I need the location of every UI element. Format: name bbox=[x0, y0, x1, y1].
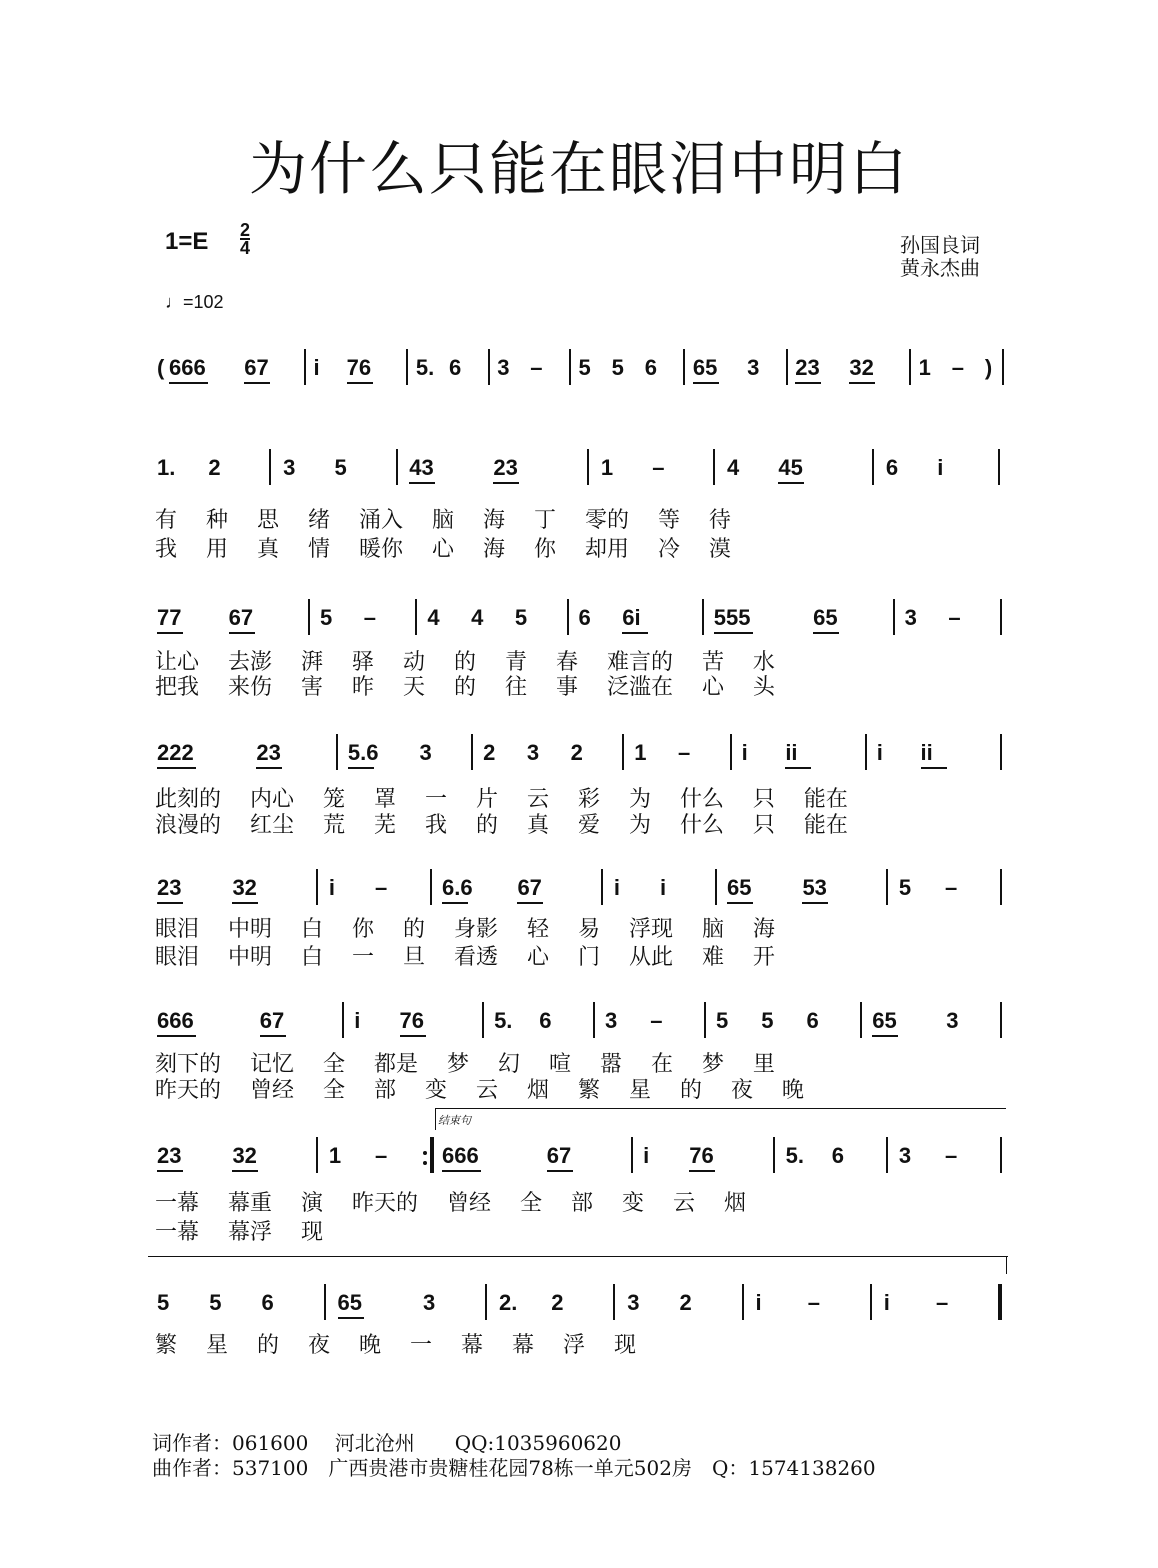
bar-line bbox=[1000, 1137, 1002, 1173]
bar-line bbox=[569, 349, 571, 385]
note-group: 76 bbox=[689, 1143, 714, 1168]
lyrics-verse-2: 一幕 幕浮 现 bbox=[155, 1220, 323, 1245]
note-group: 32 bbox=[232, 875, 257, 900]
note-group: 76 bbox=[399, 1008, 424, 1033]
note-group: 77 bbox=[157, 605, 182, 630]
lyrics-verse-1: 有 种 思 绪 涌入 脑 海 丁 零的 等 待 bbox=[155, 508, 731, 533]
beam-line bbox=[813, 632, 839, 634]
note-group: 3 bbox=[627, 1290, 640, 1315]
notation-row bbox=[0, 1290, 1158, 1330]
note-group: 23 bbox=[493, 455, 518, 480]
bar-line bbox=[336, 734, 338, 770]
lyrics-verse-2: 我 用 真 情 暖你 心 海 你 却用 冷 漠 bbox=[155, 537, 731, 562]
beam-line bbox=[693, 382, 719, 384]
bar-line bbox=[601, 869, 603, 905]
beam-line bbox=[872, 1035, 898, 1037]
note-group: 5 bbox=[611, 355, 624, 380]
note-group: 5. bbox=[494, 1008, 513, 1033]
bar-line bbox=[587, 449, 589, 485]
lyrics-verse-2: 昨天的 曾经 全 部 变 云 烟 繁 星 的 夜 晚 bbox=[155, 1078, 804, 1103]
note-group: – bbox=[807, 1290, 820, 1315]
bar-line bbox=[886, 869, 888, 905]
note-group: 5 bbox=[716, 1008, 729, 1033]
bar-line bbox=[704, 1002, 706, 1038]
bar-line bbox=[613, 1284, 615, 1320]
note-group: 6 bbox=[449, 355, 462, 380]
beam-line bbox=[260, 1035, 286, 1037]
beam-line bbox=[778, 482, 804, 484]
note-group: – bbox=[677, 740, 691, 765]
bar-line bbox=[715, 869, 717, 905]
note-group: 67 bbox=[259, 1008, 285, 1033]
note-group: – bbox=[951, 355, 965, 380]
bar-line bbox=[742, 1284, 744, 1320]
note-group: 76 bbox=[346, 355, 372, 380]
beam-line bbox=[232, 902, 258, 904]
beam-line bbox=[256, 767, 282, 769]
note-group: 32 bbox=[849, 355, 874, 380]
note-group: – bbox=[530, 355, 543, 380]
bar-line bbox=[1000, 869, 1002, 905]
beam-line bbox=[400, 1035, 426, 1037]
beam-line bbox=[232, 1170, 258, 1172]
note-group: 67 bbox=[546, 1143, 572, 1168]
note-group: 5 bbox=[334, 455, 347, 480]
note-group: 3 bbox=[747, 355, 760, 380]
lyricist-credit: 孙国良词 bbox=[900, 233, 980, 257]
note-group: 53 bbox=[802, 875, 827, 900]
note-group: 32 bbox=[232, 1143, 257, 1168]
note-group: 3 bbox=[898, 1143, 912, 1168]
note-group: i bbox=[937, 455, 944, 480]
note-group: i bbox=[883, 1290, 890, 1315]
note-group: i bbox=[659, 875, 667, 900]
bar-line bbox=[1002, 349, 1004, 385]
note-group: 2 bbox=[551, 1290, 564, 1315]
lyrics-verse-1: 繁 星 的 夜 晚 一 幕 幕 浮 现 bbox=[155, 1333, 636, 1358]
footer-lyricist-contact: 词作者：061600 河北沧州 QQ:1035960620 bbox=[152, 1431, 622, 1455]
note-group: 65 bbox=[692, 355, 718, 380]
beam-line bbox=[849, 382, 875, 384]
bar-line bbox=[872, 449, 874, 485]
note-group: 1. bbox=[157, 455, 176, 480]
beam-line bbox=[229, 632, 255, 634]
note-group: 555 bbox=[713, 605, 751, 630]
note-group: 5. bbox=[785, 1143, 805, 1168]
bar-line bbox=[485, 1284, 487, 1320]
beam-line bbox=[727, 902, 753, 904]
note-group: ( bbox=[157, 355, 165, 380]
note-group: – bbox=[936, 1290, 949, 1315]
beam-line bbox=[169, 382, 208, 384]
beam-line bbox=[802, 902, 828, 904]
note-group: 67 bbox=[244, 355, 269, 380]
note-group: – bbox=[374, 875, 388, 900]
beam-line bbox=[547, 1170, 573, 1172]
lyrics-verse-1: 一幕 幕重 演 昨天的 曾经 全 部 变 云 烟 bbox=[155, 1191, 746, 1216]
lyrics-verse-2: 眼泪 中明 白 一 旦 看透 心 门 从此 难 开 bbox=[155, 945, 775, 970]
note-group: i bbox=[741, 740, 748, 765]
note-group: 666 bbox=[169, 355, 206, 380]
bar-line bbox=[430, 869, 432, 905]
note-group: 4 bbox=[471, 605, 484, 630]
bar-line bbox=[567, 599, 569, 635]
bar-line bbox=[1000, 1002, 1002, 1038]
note-group: 5. bbox=[415, 355, 435, 380]
note-group: i bbox=[613, 875, 620, 900]
note-group: 666 bbox=[442, 1143, 479, 1168]
bar-line bbox=[324, 1284, 326, 1320]
lyrics-verse-2: 把我 来伤 害 昨 天 的 往 事 泛滥在 心 头 bbox=[155, 675, 775, 700]
note-group: 5 bbox=[320, 605, 333, 630]
repeat-dot bbox=[423, 1151, 427, 1155]
note-group: 23 bbox=[795, 355, 820, 380]
bar-line bbox=[622, 734, 624, 770]
footer-composer-contact: 曲作者：537100 广西贵港市贵糖桂花园78栋一单元502房 Q：1574138260 bbox=[152, 1456, 876, 1480]
note-group: 5 bbox=[898, 875, 912, 900]
note-group: 666 bbox=[157, 1008, 194, 1033]
bar-line bbox=[415, 599, 417, 635]
note-group: 6i bbox=[622, 605, 641, 630]
note-group: ) bbox=[984, 355, 993, 380]
bar-line bbox=[702, 599, 704, 635]
note-group: 3 bbox=[946, 1008, 959, 1033]
beam-line bbox=[244, 382, 270, 384]
lyrics-verse-1: 刻下的 记忆 全 都是 梦 幻 喧 嚣 在 梦 里 bbox=[155, 1052, 775, 1077]
beam-line bbox=[157, 1035, 196, 1037]
note-group: 3 bbox=[904, 605, 917, 630]
tempo-marking: ♩=102 bbox=[165, 292, 224, 312]
bar-line bbox=[683, 349, 685, 385]
key-signature: 1=E bbox=[165, 228, 209, 255]
bar-line bbox=[860, 1002, 862, 1038]
note-group: – bbox=[363, 605, 377, 630]
beam-line bbox=[785, 767, 811, 769]
bar-line bbox=[1000, 734, 1002, 770]
note-group: 3 bbox=[526, 740, 540, 765]
bar-line bbox=[406, 349, 408, 385]
bar-line bbox=[308, 599, 310, 635]
bracket-edge bbox=[1006, 1256, 1007, 1274]
beam-line bbox=[409, 482, 435, 484]
beam-line bbox=[493, 482, 519, 484]
beam-line bbox=[157, 1170, 183, 1172]
repeat-dot bbox=[423, 1161, 427, 1165]
note-group: – bbox=[650, 1008, 663, 1033]
note-group: 3 bbox=[497, 355, 510, 380]
bar-line bbox=[482, 1002, 484, 1038]
note-group: 1 bbox=[600, 455, 614, 480]
bar-line bbox=[870, 1284, 872, 1320]
note-group: 6 bbox=[806, 1008, 819, 1033]
note-group: i bbox=[313, 355, 320, 380]
note-group: 23 bbox=[256, 740, 281, 765]
bar-line bbox=[430, 1137, 434, 1173]
note-group: i bbox=[354, 1008, 361, 1033]
note-group: 6.6 bbox=[442, 875, 473, 900]
note-group: 43 bbox=[409, 455, 434, 480]
note-group: 5 bbox=[157, 1290, 170, 1315]
ending-label: 结束句 bbox=[438, 1114, 471, 1127]
bar-line bbox=[488, 349, 490, 385]
note-group: 4 bbox=[727, 455, 740, 480]
beam-line bbox=[347, 382, 373, 384]
beam-line bbox=[517, 902, 543, 904]
note-group: 222 bbox=[157, 740, 194, 765]
note-group: 6 bbox=[539, 1008, 552, 1033]
note-group: 6 bbox=[885, 455, 899, 480]
note-group: 45 bbox=[778, 455, 803, 480]
note-group: 2 bbox=[483, 740, 496, 765]
note-group: i bbox=[643, 1143, 650, 1168]
bar-line bbox=[471, 734, 473, 770]
note-group: i bbox=[876, 740, 883, 765]
note-group: – bbox=[652, 455, 665, 480]
bar-line bbox=[631, 1137, 633, 1173]
bar-line bbox=[593, 1002, 595, 1038]
bar-line bbox=[773, 1137, 775, 1173]
note-group: 2. bbox=[499, 1290, 518, 1315]
lyrics-verse-1: 让心 去澎 湃 驿 动 的 青 春 难言的 苦 水 bbox=[155, 650, 775, 675]
beam-line bbox=[157, 632, 183, 634]
bar-line bbox=[893, 599, 895, 635]
note-group: 3 bbox=[283, 455, 296, 480]
bar-line bbox=[786, 349, 788, 385]
beam-line bbox=[157, 902, 183, 904]
note-group: – bbox=[944, 1143, 958, 1168]
note-group: 5 bbox=[761, 1008, 774, 1033]
note-group: 67 bbox=[228, 605, 254, 630]
beam-line bbox=[795, 382, 821, 384]
note-group: i bbox=[328, 875, 335, 900]
note-group: 3 bbox=[419, 740, 432, 765]
note-group: 67 bbox=[517, 875, 542, 900]
bar-line bbox=[304, 349, 306, 385]
beam-line bbox=[689, 1170, 715, 1172]
bracket-edge bbox=[435, 1108, 436, 1130]
note-group: – bbox=[374, 1143, 388, 1168]
bar-line bbox=[1000, 599, 1002, 635]
bar-line bbox=[909, 349, 911, 385]
note-group: 23 bbox=[157, 1143, 182, 1168]
beam-line bbox=[348, 767, 374, 769]
note-group: 5.6 bbox=[347, 740, 379, 765]
time-signature bbox=[240, 222, 250, 256]
beam-line bbox=[921, 767, 947, 769]
bar-line bbox=[269, 449, 271, 485]
note-group: – bbox=[948, 605, 961, 630]
bar-line bbox=[713, 449, 715, 485]
note-group: 65 bbox=[872, 1008, 897, 1033]
note-group: ii bbox=[785, 740, 798, 765]
note-group: 65 bbox=[727, 875, 752, 900]
note-group: 5 bbox=[514, 605, 528, 630]
bar-line bbox=[342, 1002, 344, 1038]
bar-line bbox=[730, 734, 732, 770]
time-signature-bottom: 4 bbox=[240, 238, 251, 258]
note-group: 1 bbox=[328, 1143, 342, 1168]
note-group: – bbox=[944, 875, 958, 900]
note-group: 2 bbox=[679, 1290, 692, 1315]
beam-line bbox=[338, 1317, 364, 1319]
note-group: 3 bbox=[423, 1290, 436, 1315]
note-group: ii bbox=[920, 740, 933, 765]
time-signature-top: 2 bbox=[240, 220, 251, 240]
note-group: 2 bbox=[208, 455, 221, 480]
note-group: 65 bbox=[813, 605, 838, 630]
note-group: 5 bbox=[209, 1290, 222, 1315]
page-title: 为什么只能在眼泪中明白 bbox=[248, 135, 909, 203]
bar-line bbox=[316, 1137, 318, 1173]
note-group: 1 bbox=[634, 740, 647, 765]
note-group: 6 bbox=[644, 355, 657, 380]
lyrics-verse-2: 浪漫的 红尘 荒 芜 我 的 真 爱 为 什么 只 能在 bbox=[155, 813, 848, 838]
note-group: 6 bbox=[831, 1143, 845, 1168]
beam-line bbox=[157, 767, 196, 769]
bar-line bbox=[998, 449, 1000, 485]
bar-line bbox=[998, 1284, 1002, 1320]
bar-line bbox=[396, 449, 398, 485]
bar-line bbox=[316, 869, 318, 905]
note-group: 4 bbox=[427, 605, 440, 630]
note-group: 65 bbox=[337, 1290, 362, 1315]
note-group: i bbox=[755, 1290, 762, 1315]
note-group: 6 bbox=[261, 1290, 274, 1315]
note-group: 23 bbox=[157, 875, 182, 900]
note-group: 2 bbox=[570, 740, 583, 765]
note-group: 1 bbox=[918, 355, 931, 380]
bar-line bbox=[865, 734, 867, 770]
note-group: 5 bbox=[578, 355, 591, 380]
bar-line bbox=[886, 1137, 888, 1173]
note-group: 3 bbox=[605, 1008, 618, 1033]
beam-line bbox=[622, 632, 648, 634]
beam-line bbox=[442, 902, 468, 904]
beam-line bbox=[442, 1170, 481, 1172]
composer-credit: 黄永杰曲 bbox=[900, 256, 980, 280]
lyrics-verse-1: 眼泪 中明 白 你 的 身影 轻 易 浮现 脑 海 bbox=[155, 917, 775, 942]
beam-line bbox=[714, 632, 753, 634]
note-group: 6 bbox=[578, 605, 591, 630]
section-rule bbox=[148, 1256, 1008, 1257]
section-rule bbox=[435, 1108, 1006, 1109]
lyrics-verse-1: 此刻的 内心 笼 罩 一 片 云 彩 为 什么 只 能在 bbox=[155, 787, 848, 812]
